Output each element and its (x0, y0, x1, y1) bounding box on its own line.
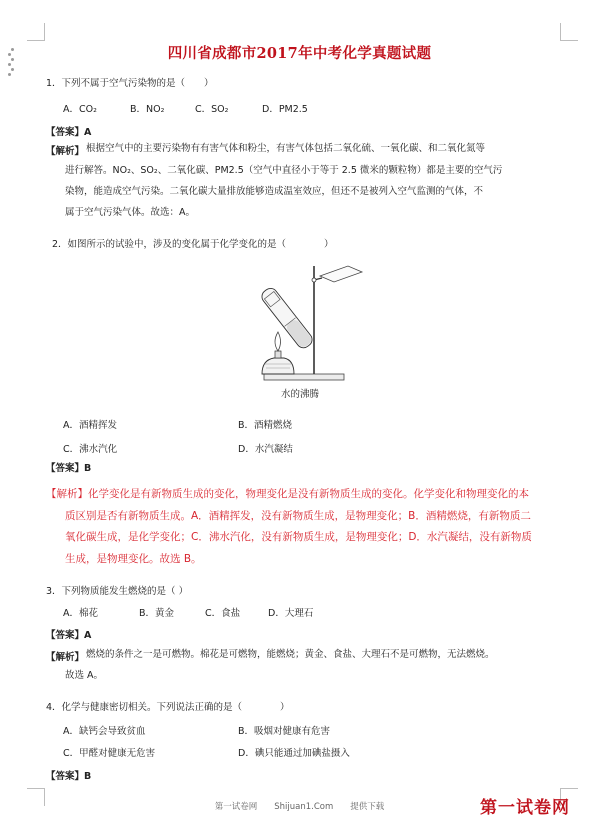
question-1-answer: 【答案】A (46, 127, 92, 138)
question-4-option-a: A．缺钙会导致贫血 (63, 726, 146, 737)
question-3-analysis-label: 【解析】 (46, 652, 85, 663)
corner-mark-top-right (560, 23, 578, 41)
question-2-analysis-line-1: 【解析】化学变化是有新物质生成的变化，物理变化是没有新物质生成的变化。化学变化和物理变化的本 (46, 488, 529, 500)
question-1-option-a: A．CO₂ (63, 104, 97, 115)
question-2-option-d: D．水汽凝结 (238, 444, 293, 455)
question-3-option-d: D．大理石 (268, 608, 314, 619)
question-1-analysis-line-1: 根据空气中的主要污染物有有害气体和粉尘，有害气体包括二氧化硫、一氧化碳、和二氧化氮等 (86, 143, 486, 154)
question-1-option-c: C．SO₂ (195, 104, 229, 115)
question-1-option-d: D．PM2.5 (262, 104, 308, 115)
question-2-stem: 2．如图所示的试验中，涉及的变化属于化学变化的是（ ） (52, 239, 334, 250)
question-1-analysis-line-3: 染物，能造成空气污染。二氧化碳大量排放能够造成温室效应，但还不是被列入空气监测的气体，不 (65, 186, 484, 197)
question-3-analysis-line-2: 故选 A。 (65, 670, 104, 681)
figure-caption: 水的沸腾 (281, 389, 320, 400)
question-3-option-b: B．黄金 (139, 608, 175, 619)
question-3-option-c: C．食盐 (205, 608, 241, 619)
question-1-option-b: B．NO₂ (130, 104, 165, 115)
question-3-answer: 【答案】A (46, 630, 92, 641)
question-4-option-d: D．碘只能通过加碘盐摄入 (238, 748, 350, 759)
question-3-analysis-line-1: 燃烧的条件之一是可燃物。棉花是可燃物，能燃烧；黄金、食盐、大理石不是可燃物，无法燃烧。 (86, 649, 495, 660)
boiling-water-figure (252, 258, 372, 386)
question-1-analysis-label: 【解析】 (46, 146, 85, 157)
question-4-answer: 【答案】B (46, 771, 92, 782)
question-2-option-b: B．酒精燃烧 (238, 420, 293, 431)
question-4-stem: 4．化学与健康密切相关。下列说法正确的是（ ） (46, 702, 290, 713)
question-4-option-b: B．吸烟对健康有危害 (238, 726, 331, 737)
question-1-stem: 1．下列不属于空气污染物的是（ ） (46, 78, 214, 89)
question-2-analysis-line-2: 质区别是否有新物质生成。A．酒精挥发，没有新物质生成，是物理变化；B．酒精燃烧，有新物质二 (65, 510, 531, 522)
question-2-answer: 【答案】B (46, 463, 92, 474)
question-3-stem: 3．下列物质能发生燃烧的是（ ） (46, 586, 189, 597)
question-1-analysis-line-4: 属于空气污染气体。故选：A。 (65, 207, 195, 218)
brand-logo-text: 第一试卷网 (480, 798, 570, 818)
footer-watermark: 第一试卷网 Shijuan1.Com 提供下载 (214, 802, 385, 812)
question-4-option-c: C．甲醛对健康无危害 (63, 748, 156, 759)
corner-mark-top-left (27, 23, 45, 41)
question-3-option-a: A．棉花 (63, 608, 98, 619)
question-2-analysis-line-4: 生成，是物理变化。故选 B。 (65, 553, 202, 565)
question-2-option-a: A．酒精挥发 (63, 420, 117, 431)
page-title: 四川省成都市2017年中考化学真题试题 (167, 45, 432, 62)
question-2-analysis-line-3: 氧化碳生成，是化学变化；C．沸水汽化，没有新物质生成，是物理变化；D．水汽凝结，没有新物质 (65, 531, 532, 543)
question-2-option-c: C．沸水汽化 (63, 444, 118, 455)
question-1-analysis-line-2: 进行解答。NO₂、SO₂、二氧化碳、PM2.5（空气中直径小于等于 2.5 微米的颗粒物）都是主要的空气污 (65, 165, 503, 176)
